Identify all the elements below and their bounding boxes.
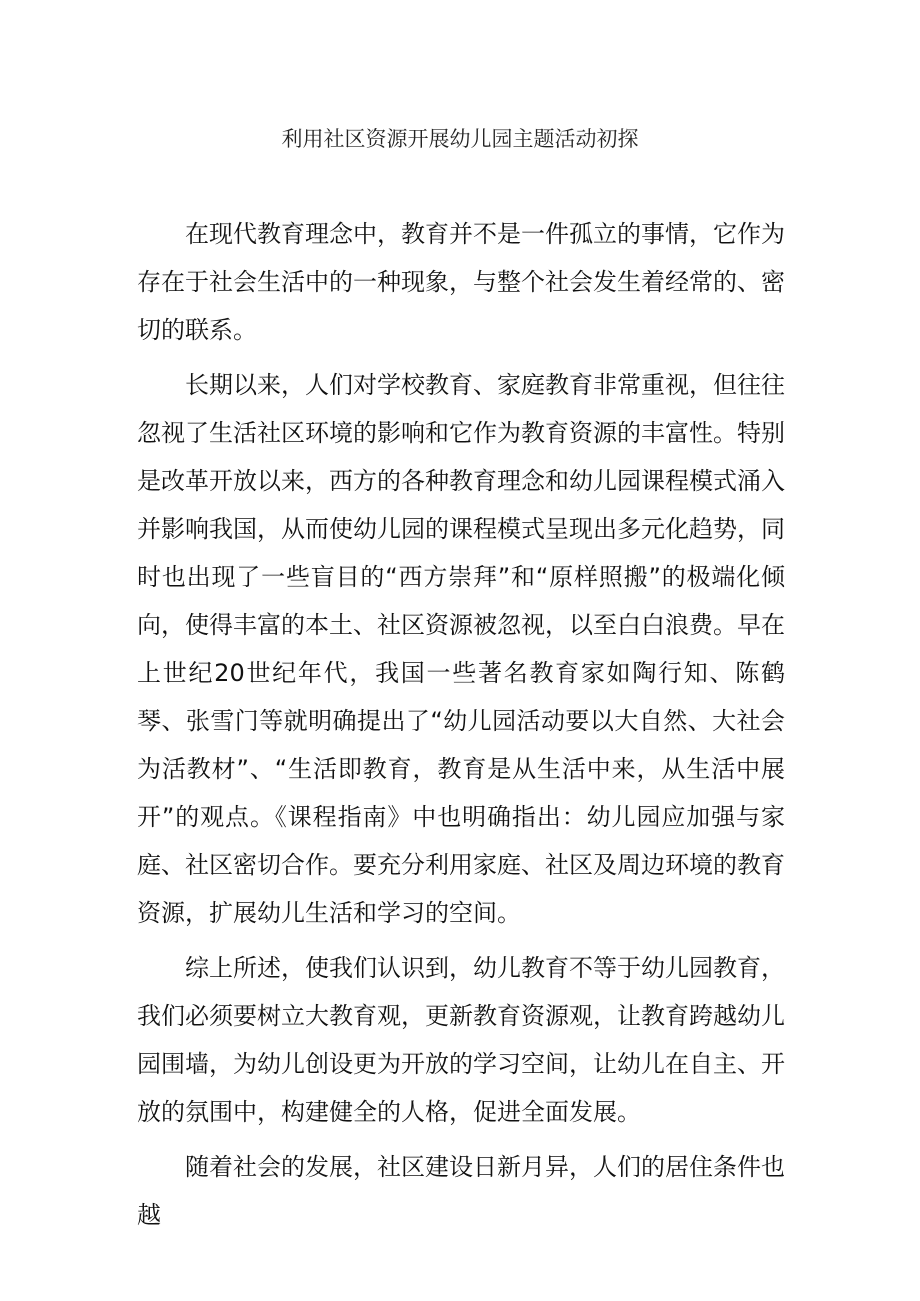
paragraph-2: 长期以来，人们对学校教育、家庭教育非常重视，但往往忽视了生活社区环境的影响和它作为教育资源的丰富性。特别是改革开放以来，西方的各种教育理念和幼儿园课程模式涌入并影响我国，从而使幼儿园的课程模式呈现出多元化趋势，同时也出现了一些盲目的“西方崇拜”和“原样照搬”的极端化倾向，使得丰富的本土、社区资源被忽视，以至白白浪费。早在上世纪20世纪年代，我国一些著名教育家如陶行知、陈鹤琴、张雪门等就明确提出了“幼儿园活动要以大自然、大社会为活教材”、“生活即教育，教育是从生活中来，从生活中展开”的观点。《课程指南》中也明确指出：幼儿园应加强与家庭、社区密切合作。要充分利用家庭、社区及周边环境的教育资源，扩展幼儿生活和学习的空间。	[137, 371, 785, 927]
paragraph-3: 综上所述，使我们认识到，幼儿教育不等于幼儿园教育，我们必须要树立大教育观，更新教育资源观，让教育跨越幼儿园围墙，为幼儿创设更为开放的学习空间，让幼儿在自主、开放的氛围中，构建健全的人格，促进全面发展。	[137, 954, 785, 1126]
document-title: 利用社区资源开展幼儿园主题活动初探	[281, 127, 639, 151]
paragraph-1: 在现代教育理念中，教育并不是一件孤立的事情，它作为存在于社会生活中的一种现象，与整个社会发生着经常的、密切的联系。	[137, 220, 785, 344]
paragraph-4: 随着社会的发展，社区建设日新月异，人们的居住条件也越	[137, 1153, 785, 1229]
document-body	[137, 210, 785, 1246]
